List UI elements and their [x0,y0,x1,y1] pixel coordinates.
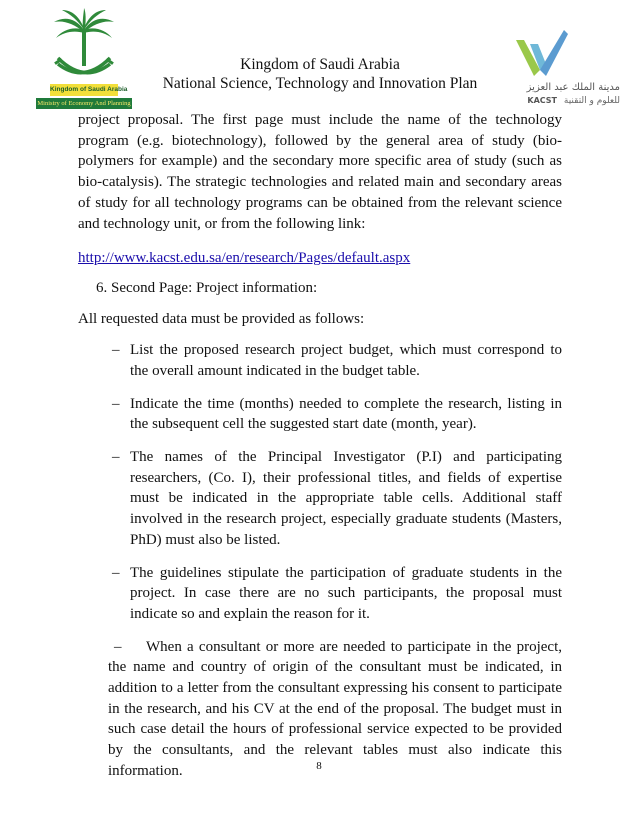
header-title-line-2: National Science, Technology and Innovation Plan [162,75,478,92]
ministry-caption: Ministry of Economy And Planning [37,100,131,107]
bullet-dash: – [112,564,120,581]
palm-and-swords-emblem-icon [48,8,120,86]
bullet-dash: – [114,638,122,655]
kacst-logo [510,30,620,110]
numbered-item-6: 6. Second Page: Project information: [96,280,318,297]
body-paragraph: project proposal. The first page must include the name of the technology program (e.g. biotechnology), followed by the general area of study (bio-polymers for example) and the secondary more specific area of study (such as bio-catalysis). The strategic technologies and related main and secondary areas of study for all technology programs can be obtained from the relevant science and technology unit, or from the following link: [78,112,562,232]
bullet-item-graduate-students [78,563,562,625]
bullet-text: The names of the Principal Investigator (P.I) and participating researchers, (Co. I), their professional titles, and fields of expertise must be indicated in the appropriate table cells. Additional staff involved in the research project, especially graduate students (Masters, PhD) must also be listed. [130,449,562,548]
page-number: 8 [316,760,322,772]
bullet-text: List the proposed research project budget, which must correspond to the overall amount indicated in the budget table. [130,342,562,379]
saudi-emblem-logo [36,8,132,110]
document-body [78,110,562,782]
page-header [0,0,638,112]
header-title-line-1: Kingdom of Saudi Arabia [240,56,400,73]
kacst-arabic-name: مدينة الملك عبد العزيز [526,82,620,93]
emblem-caption: Kingdom of Saudi Arabia [50,84,118,96]
bullet-item-time [78,394,562,435]
bullet-text: When a consultant or more are needed to participate in the project, the name and country of origin of the consultant must be indicated, in addition to a letter from the consultant expressing his consent to participate in the research, and his CV at the end of the proposal. The budget must in such case detail the hours of professional service expected to be provided by the consultants, and the relevant tables must also indicate this information. [108,638,562,779]
bullet-text: The guidelines stipulate the participation of graduate students in the project. In case there are no such participants, the proposal must indicate so and explain the reason for it. [130,564,562,622]
kacst-arabic-subtitle [510,96,620,106]
kacst-logo-icon [512,30,568,82]
bullet-dash: – [112,395,120,412]
bullet-dash: – [112,342,120,359]
intro-sentence: All requested data must be provided as follows: [78,311,365,328]
research-link[interactable]: http://www.kacst.edu.sa/en/research/Pages/default.aspx [78,250,411,267]
kacst-abbreviation: KACST [527,96,558,105]
bullet-text: Indicate the time (months) needed to complete the research, listing in the subsequent cell the suggested start date (month, year). [130,395,562,433]
kacst-arabic-line-2: للعلوم و التقنية [563,96,620,106]
bullet-dash: – [112,449,120,466]
bullet-item-investigators [78,447,562,551]
bullet-item-budget [78,340,562,381]
